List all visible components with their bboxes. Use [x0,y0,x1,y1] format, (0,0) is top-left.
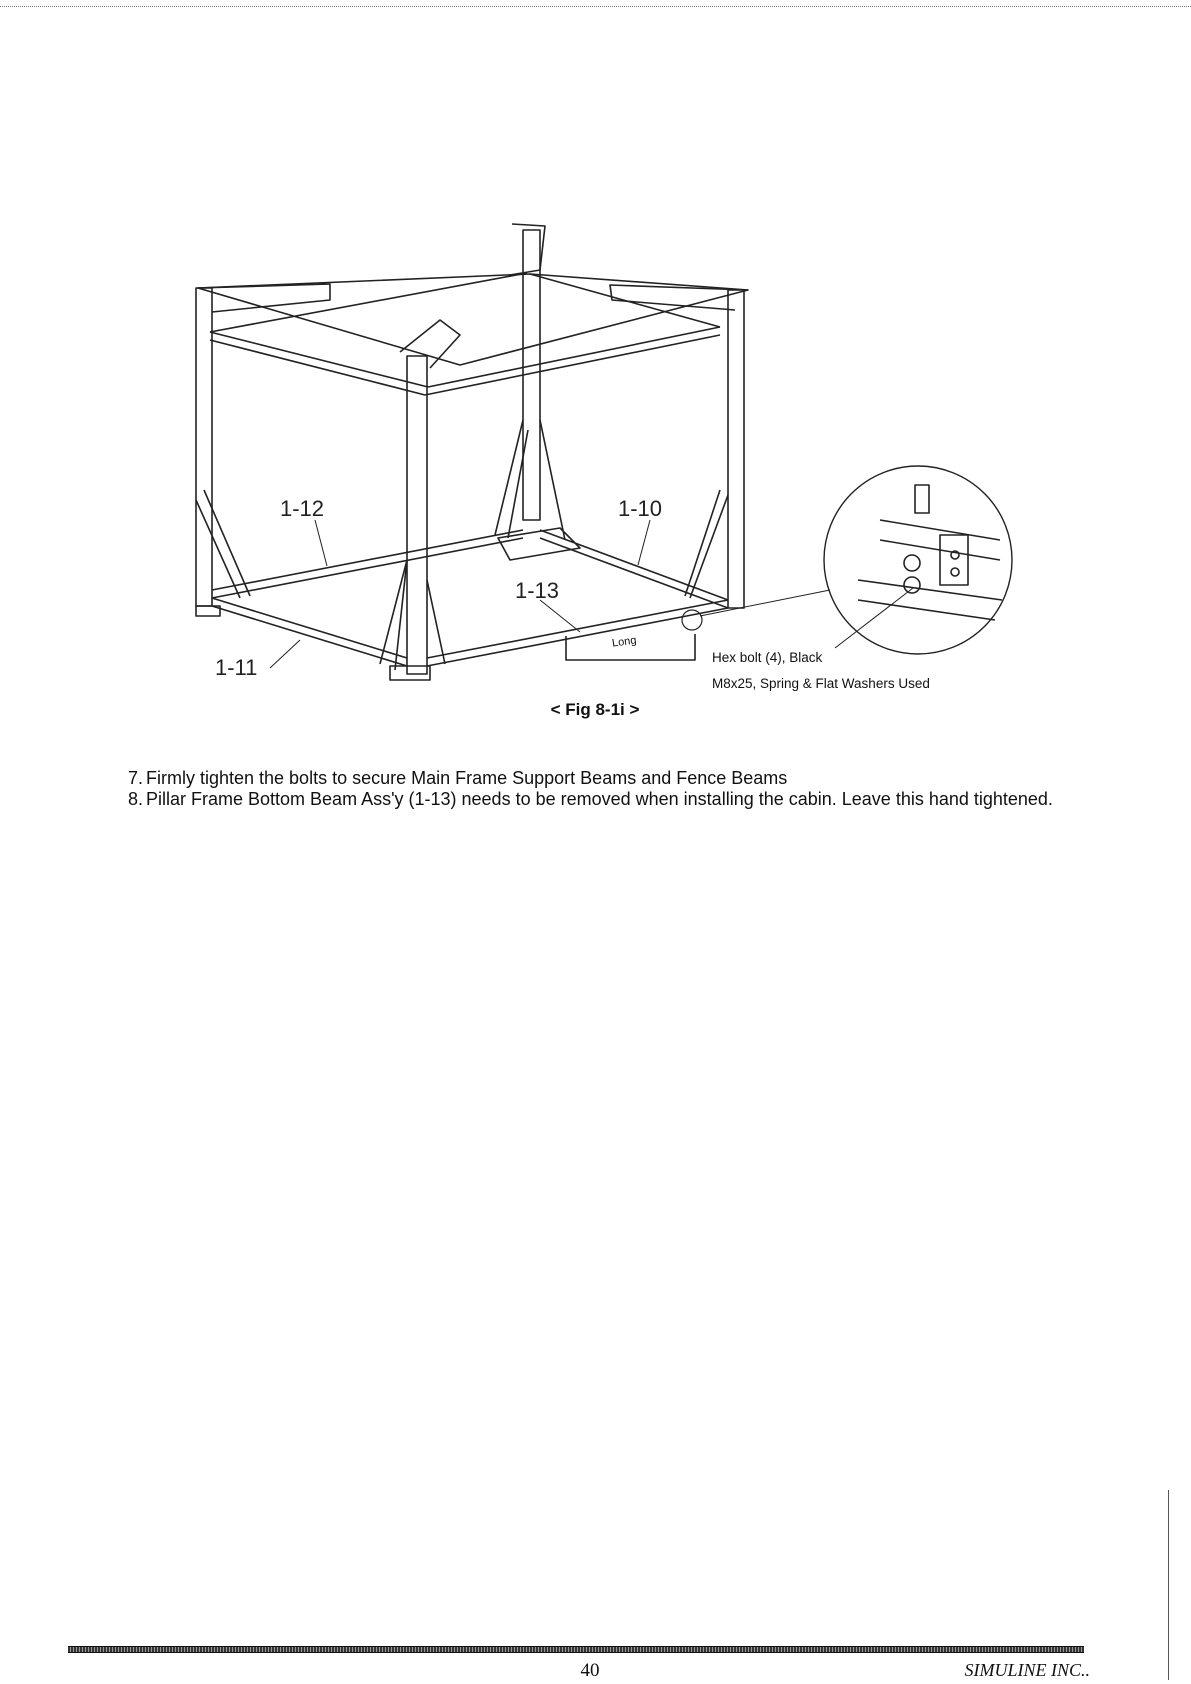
long-dimension-label: Long [611,634,638,650]
company-name: SIMULINE INC.. [964,1660,1090,1680]
instruction-step [128,789,1078,810]
callout-washers: M8x25, Spring & Flat Washers Used [712,676,930,691]
frame-assembly-drawing [0,0,1191,760]
page-edge-line [1168,1490,1169,1680]
instruction-list [128,768,1078,810]
footer-rule [68,1646,1084,1653]
step-number: 7. [128,768,144,788]
instruction-step [128,768,1078,789]
step-number: 8. [128,789,144,809]
figure-caption: < Fig 8-1i > [550,700,640,719]
step-text: Pillar Frame Bottom Beam Ass'y (1-13) needs to be removed when installing the cabin. Leave this hand tightened. [146,789,1053,809]
callout-hex-bolt: Hex bolt (4), Black [712,650,823,665]
part-label-1-10: 1-10 [618,496,663,521]
part-label-1-11: 1-11 [215,655,258,680]
part-label-1-12: 1-12 [280,496,325,521]
page-number: 40 [580,1660,600,1681]
step-text: Firmly tighten the bolts to secure Main Frame Support Beams and Fence Beams [146,768,788,788]
part-label-1-13: 1-13 [515,578,560,603]
